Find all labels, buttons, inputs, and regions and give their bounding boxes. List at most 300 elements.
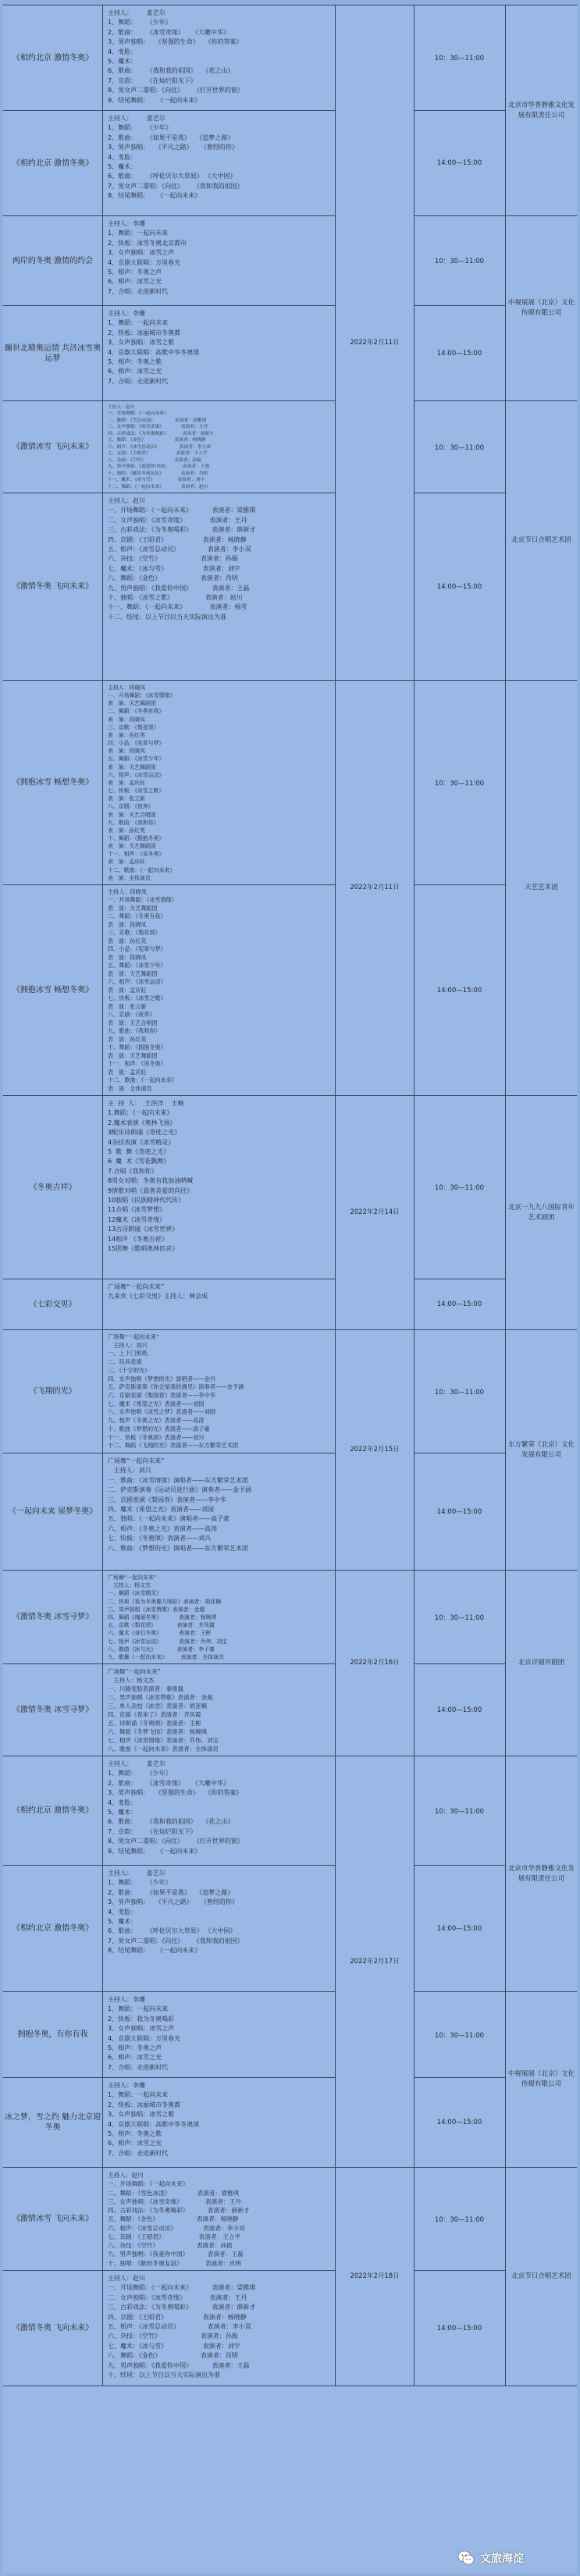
program-line: 2、歌曲： 《冰雪奇缘》 《大雕中华》 [108,28,230,36]
program-line: 七、魔术：《冰与雪》 表演者：刘宇 [108,2342,240,2350]
program-title-cell [3,1330,103,1453]
program-line: 15团舞《歌唱奥林匹克》 [108,1245,179,1253]
program-line: 十、独唱：《献给冬奥友谊》 表演者：肖明 [108,2259,241,2267]
program-list-cell [103,1330,336,1453]
program-line: 六、京剧表演《梨园春》表演者——李中华 [108,1392,216,1400]
program-line: 8、结尾舞蹈： 《一起向未来》 [108,1947,201,1955]
column-divider [414,5,415,2386]
program-list-cell [103,2168,336,2270]
program-line: 四、舞蹈《瑰丽冬奥》 表演者：杨婉琪 [108,1614,217,1621]
program-line: 4、变脸： [108,1908,137,1916]
program-line: 4、京剧大联唱：万里春光 [108,258,181,266]
program-line: 主持人：刘兴 [108,1341,148,1349]
program-line: 九来欢《七彩交男》主持人：林会成 [108,1293,208,1300]
time-cell [414,1992,506,2077]
program-line: 三、男声独唱《冰雪赞歌》表演者：金超 [108,1606,205,1613]
program-line: 六、杂技：《空竹》 表演者：孙振 [108,555,238,563]
program-line: 3、女声独唱：冰雪之声 [108,249,175,257]
program-list-cell [103,681,336,884]
program-title-cell [3,1571,103,1663]
organizer-cell: 北京市华普静雅文化发展有限责任公司 [506,1756,577,1992]
program-line: 2、歌曲： 《冰雪奇缘》 《大雕中华》 [108,1779,230,1787]
program-line: 6、相声：冰雪之光 [108,368,162,375]
program-line: 三、《十字的光》 [108,1366,151,1374]
program-line: 3、女声独唱：冰雪之歌 [108,339,175,347]
program-line: 八、舞蹈：《金色》 表演者：肖明 [108,575,238,582]
program-line: 7、合唱：走进新时代 [108,377,169,385]
program-line: 三、古彩戏法：《为冬奥喝彩》 表演者：薛新才 [108,2304,256,2311]
program-line: 2、快板：冰丽城市冬奥都 [108,329,181,336]
program-line: 十、歌曲《梦想的光》表演者——高子豪 [108,1425,210,1432]
table-row [3,1664,577,1756]
organizer-cell: 中视展展（北京）文化传媒有限公司 [506,216,577,401]
program-line: 十、舞蹈：《拥抱冬奥》 [108,1044,166,1051]
program-line: 二、男声独唱《冰雪赞歌》表演者：金超 [108,1694,213,1701]
time-cell [414,401,506,493]
time-text: 10：30—11:00 [434,1807,485,1816]
program-line: 九、歌曲：《我和你》 [108,1027,161,1035]
program-line: 六、相声：《冰雪总动员》 表演者：李小双 [108,2224,245,2232]
program-line: 一、开场舞蹈：《一起向未来》 表演者：梁雅琪 [108,2284,256,2292]
program-line: 广场舞“一起向未来” [108,1333,159,1340]
program-line: 2.魔术表演《奥林飞扬》 [108,1119,176,1126]
program-line: 7、合唱：走进新时代 [108,287,169,295]
program-line: 五、舞蹈：《金色》 表演者：杨晓静 [108,2215,239,2223]
program-line: 十二、舞蹈《飞翔的光》表演者——东方繁荣艺术团 [108,1442,239,1450]
program-line: 表 演：孟庆旺 [108,779,145,786]
program-line: 1、舞蹈： 《少年》 [108,124,172,132]
program-title: 《激情冰雪 飞向未来》 [12,2215,94,2223]
program-title-cell [3,1279,103,1329]
program-line: 表 演：天艺舞蹈团 [108,1051,158,1059]
program-line: 十二、歌曲：《一起向未来》 [108,1076,177,1084]
program-line: 表 演：天艺合唱团 [108,1019,158,1026]
program-line: 十二、结尾：以上节目以当天实际演出为准 [108,613,226,621]
program-line: 4、京剧大联唱：高歌中华冬奥颂 [108,2120,200,2128]
table-row [3,2078,577,2168]
program-line: 三、京歌：《梨花颂》 [108,724,159,731]
time-cell [414,1453,506,1570]
program-line: 六、相声：《冰雪运动》 [108,978,166,986]
program-title: 《拥抱冰雪 畅想冬奥》 [12,778,94,787]
program-line: 表 演：天艺舞蹈团 [108,904,158,912]
program-line: 1、舞蹈： 《少年》 [108,19,172,27]
program-line: 1、舞蹈：一起向未来 [108,2091,169,2099]
program-line: 表 演：段晓凤 [108,748,145,755]
program-line: 九、男声独唱：《我爱你中国》 表演者：王磊 [108,464,210,470]
organizer-cell: 北京一九九八国际青年艺术剧团 [506,1096,577,1330]
program-line: 九、男声独唱：《我爱你中国》 表演者：王磊 [108,2361,250,2369]
program-line: 主持人：赵川 [108,2275,145,2282]
program-line: 4、京剧大联唱：高歌中华冬奥颂 [108,348,200,356]
program-line: 六、魔术《奇幻冬奥》 表演者：王彬 [108,1630,212,1637]
program-line: 7、男女声二重唱：《向往》 《我和我的祖国》 [108,182,244,190]
organizer-cell: 北京市华普静雅文化发展有限责任公司 [506,5,577,216]
date-cell: 2022年2月14日 [336,1096,414,1330]
program-line: 八、歌曲《一起向未来》表演者：全体演员 [108,1745,219,1752]
program-line: 七、相声《冰雪情缘》表演者：乔伟、刘宝 [108,1737,219,1744]
program-line: 主持人：杨文杰 [108,1582,151,1589]
program-line: 五、舞蹈：《冰雪少年》 [108,756,165,763]
program-line: 一、舞蹈《冰雪精灵》 [108,1590,162,1597]
program-line: 6、歌曲： 《我和我的祖国》 《花之山》 [108,67,234,75]
program-line: 三、女声独唱：《冰雪奇缘》 表演者：王丹 [108,425,208,430]
program-line: 广场舞“一起向未来” [108,1283,165,1290]
program-line: 6 魔 术《雪花飘舞》 [108,1158,170,1165]
table-row [3,2168,577,2271]
wechat-icon [457,2549,475,2567]
table-row [3,1866,577,1992]
watermark [457,2546,574,2570]
program-line: 主持人：刘兴 [108,1467,151,1475]
program-line: 四、古彩戏法：《为冬奥喝彩》 表演者：薛新才 [108,2207,250,2215]
program-line: 五、诗朗诵《冬奥颂》表演者：王彬 [108,1720,201,1727]
time-cell [414,216,506,305]
program-list-cell [103,2078,336,2167]
time-cell [414,1096,506,1279]
program-line: 二、舞蹈：《雪色冰凌》 表演者：梁雅琪 [108,2189,240,2197]
program-line: 二、女声独唱：《冰雪奇缘》 表演者：王丹 [108,516,247,524]
program-title: 蹦世北精奥运情 共济冰雪奥运梦 [4,343,101,363]
program-line: 3、男声独唱： 《坚强的生命》 《你的答案》 [108,38,243,46]
program-line: 5、相声：冬奥之声 [108,2044,162,2052]
program-title: 冰之梦，雪之约 魅力北京迎冬奥 [4,2113,101,2132]
program-line: 八、女声独唱《冰雪之梦》表演者——刘园 [108,1408,216,1416]
program-line: 二、女声独唱：《冰雪奇缘》 表演者：王丹 [108,2293,247,2301]
program-line: 表 演：张立新 [108,795,145,802]
program-line: 一、开场舞蹈：《一起向未来》 表演者：梁雅琪 [108,507,256,514]
date-cell: 2022年2月18日 [336,2168,414,2386]
program-line: 主持人：李珊 [108,220,145,227]
program-line: 七、京剧：《王昭君》 表演者：王立平 [108,2233,241,2240]
time-cell [414,2078,506,2167]
program-line: 六、相声：《冰雪运动》 [108,771,165,778]
time-text: 14:00—15:00 [436,2324,482,2332]
program-line: 九、相声《冬奥之光》表演者——高涛 [108,1417,205,1425]
program-line: 八、京剧：《夜奔》 [108,803,154,810]
program-line: 五、京歌《梨花颂》 表演者：齐凤霞 [108,1622,215,1629]
table-row [3,1571,577,1664]
program-title-cell [3,885,103,1095]
time-text: 14:00—15:00 [436,1706,482,1714]
time-cell [414,1866,506,1991]
program-line: 2、快板：冰丽城市冬奥都 [108,2101,181,2108]
program-title-cell [3,2168,103,2270]
table-row [3,401,577,493]
program-line: 表 演：孟庆旺 [108,859,145,866]
time-cell [414,1664,506,1756]
program-line: 四、京剧：《王昭君》 表演者：杨晓静 [108,535,247,543]
program-line: 五、舞蹈：《冰雪少年》 [108,962,166,970]
program-line: 5、相声：冬奥之声 [108,269,162,276]
time-cell [414,1279,506,1329]
program-line: 9、结尾舞蹈： 《一起向未来》 [108,1847,201,1855]
program-line: 表 演：天艺舞蹈团 [108,970,158,977]
time-cell [414,885,506,1095]
program-line: 九、歌曲：《我和你》 [108,819,159,826]
program-line: 七、京剧：《王昭君》 表演者：王立平 [108,451,208,457]
program-line: 二、舞蹈：《雪色冰凌》 表演者：梁雅琪 [108,418,207,423]
program-title-cell [3,111,103,215]
program-line: 十二、舞蹈：《一起向未来》 表演者：赵川 [108,484,208,489]
program-title: 《激情冬奥 飞向未来》 [12,582,94,591]
program-line: 六、相声：《冰雪总动员》 表演者：李小双 [108,444,211,450]
program-line: 表 演：孙红英 [108,937,147,945]
program-line: 八、京剧：《夜奔》 [108,1011,155,1019]
program-line: 十一、舞蹈：《一起向未来》 表演者：杨雪 [108,603,247,611]
program-line: 一、开场舞蹈：《冰雪情缘》 [108,896,177,904]
program-line: 7、男女声二重唱：《向往》 《我和我的祖国》 [108,1937,244,1944]
program-line: 四、女声独唱《梦想的光》演唱者——金丹 [108,1375,216,1382]
program-line: 七、相声《冰雪运动》 表演者：乔伟、刘宝 [108,1638,228,1645]
program-line: 6、相声：冰雪之光 [108,2140,162,2147]
time-cell [414,1756,506,1865]
program-list-cell [103,1096,336,1279]
program-list-cell [103,2271,336,2386]
program-line: 八、歌曲：《梦想的光》演唱者——东方繁荣艺术团 [108,1544,248,1552]
program-line: 主持人： 姜艺尔 [108,115,165,122]
date-cell: 2022年2月15日 [336,1330,414,1571]
program-line: 表 演：段晓凤 [108,953,147,961]
program-line: 五、舞蹈：《金色》 表演者：杨晓静 [108,438,206,443]
program-title-cell [3,5,103,110]
time-text: 10：30—11:00 [434,1184,485,1192]
program-line: 13古诗朗诵《冰雪世界》 [108,1226,179,1233]
program-line: 主持人：李珊 [108,1996,145,2003]
program-line: 五、独唱：《一起向未来》演唱者——高子豪 [108,1515,230,1523]
table-row [3,1279,577,1330]
time-text: 10：30—11:00 [434,779,485,788]
time-text: 10：30—11:00 [434,1614,485,1622]
program-line: 八、歌曲《冰与火》 表演者：李子豪 [108,1646,215,1653]
program-line: 七、快板：《冬奥颂》表演者——刘兴 [108,1535,211,1542]
program-line: 表 演：全体演员 [108,874,151,881]
program-title: 拥抱冬奥，有你有我 [17,2030,88,2039]
program-title: 《拥抱冰雪 畅想冬奥》 [12,986,94,994]
program-line: 十一、快板《冬奥颂》表演者——刘兴 [108,1433,205,1441]
time-text: 10：30—11:00 [434,2215,485,2224]
time-text: 10：30—11:00 [434,258,485,265]
program-line: 三、女声独唱：《冰雪奇缘》 表演者：王丹 [108,2197,241,2205]
program-line: 5、魔术： [108,58,137,66]
program-title: 《相约北京 激情冬奥》 [12,1806,94,1815]
program-line: 1、舞蹈： 《少年》 [108,1770,172,1777]
program-list-cell [103,401,336,493]
program-line: 十一、相声：《说冬奥》 [108,851,165,858]
program-line: 七、魔术《希望之光》表演者——刘园 [108,1400,205,1407]
program-line: 七、魔术：《冰与雪》 表演者：刘宇 [108,564,240,572]
program-line: 7、京韵： 《在灿烂阳光下》 [108,1827,197,1835]
time-cell [414,493,506,680]
program-line: 2、快板：我为冬奥喝彩 [108,2015,175,2023]
table-row [3,681,577,885]
table-row [3,885,577,1096]
time-cell [414,1571,506,1663]
program-line: 主持人：杨文杰 [108,1677,155,1684]
program-line: 4、变脸： [108,1799,137,1806]
time-text: 14:00—15:00 [436,349,482,358]
program-line: 2、歌曲： 《如果不是我》 《追梦之路》 [108,133,234,141]
program-line: 11合唱《冰雪梦想》 [108,1206,166,1214]
program-title-cell [3,2078,103,2167]
program-line: 14相声 《冬奥吉祥》 [108,1235,168,1243]
program-line: 5、相声：冬奥之歌 [108,2130,162,2138]
time-text: 14:00—15:00 [436,1924,482,1933]
program-list-cell [103,111,336,215]
time-text: 14:00—15:00 [436,1300,482,1308]
program-line: 1、舞蹈： 《少年》 [108,1879,172,1887]
program-line: 九、男声独唱：《我爱你中国》 表演者：王磊 [108,584,250,592]
organizer-cell: 北京评剧评剧团 [506,1571,577,1756]
date-cell: 2022年2月16日 [336,1571,414,1756]
program-line: 8、男女声二重唱：《向往》 《打开世界的窗》 [108,87,244,94]
time-text: 14:00—15:00 [436,582,482,591]
table-row [3,216,577,306]
program-title-cell [3,306,103,400]
program-line: 主 持 人： 王洪洋 王畅 [108,1100,184,1107]
program-line: 一、上下门剪纸 [108,1350,148,1357]
program-line: 3、男声独唱： 《平凡之路》 《曾经的你》 [108,1898,238,1906]
organizer-cell: 东方繁荣（北京）文化发展有限公司 [506,1330,577,1571]
program-title-cell [3,1756,103,1865]
program-line: 1、舞蹈：一起向未来 [108,2005,169,2013]
program-line: 二、舞蹈：《冬奥有我》 [108,708,165,715]
time-text: 10：30—11:00 [434,55,485,62]
program-line: 八、舞蹈：《金色》 表演者：肖明 [108,2352,238,2360]
time-cell [414,306,506,400]
program-line: 六、舞蹈《冬梦飞扬》表演者：杨婉琪 [108,1728,207,1735]
program-line: 十、独唱：《冰雪之歌》 表演者：赵川 [108,594,243,602]
program-list-cell [103,1992,336,2077]
program-title-cell [3,2271,103,2386]
program-title: 《激情冬奥 冰雪寻梦》 [12,1706,94,1714]
program-line: 7、京韵： 《在灿烂阳光下》 [108,76,197,84]
program-line: 表 演：孟庆旺 [108,986,147,994]
program-line: 6、歌曲： 《我和我的祖国》 《花之山》 [108,1818,234,1826]
program-line: 八、杂技：《空竹》 表演者：孙振 [108,457,201,463]
program-line: 主持人： 姜艺尔 [108,9,165,16]
table-row [3,1096,577,1279]
date-cell: 2022年2月11日 [336,681,414,1096]
program-line: 表 演：孙红英 [108,1035,147,1043]
program-line: 1、舞蹈：一起向未来 [108,229,169,237]
program-line: 表 演：孙红英 [108,827,145,834]
program-line: 7、合唱：走进新时代 [108,2063,169,2071]
table-row [3,111,577,216]
table-row [3,1756,577,1866]
program-line: 三、单人杂技《冰雪》表演者：胡亚楠 [108,1703,207,1710]
program-line: 主持人：李珊 [108,2082,145,2089]
program-line: 十一、魔术：《冰与雪》 表演者：刘宇 [108,478,205,483]
time-text: 14:00—15:00 [436,159,482,167]
program-list-cell [103,1866,336,1991]
table-row [3,2271,577,2386]
program-list-cell [103,1279,336,1329]
program-line: 1、舞蹈：一起向未来 [108,319,169,327]
program-title: 《相约北京 激情冬奥》 [12,1924,94,1933]
table-row [3,5,577,111]
program-title: 《七彩交男》 [29,1300,77,1309]
program-line: 广场舞“一起向未来” [108,1457,165,1464]
program-title: 《激情冬奥 飞向未来》 [12,2324,94,2332]
program-list-cell [103,306,336,400]
program-line: 四、古彩戏法：《为冬奥喝彩》 表演者：薛新才 [108,431,215,436]
program-line: 三、京剧表演《梨园春》表演者——李中华 [108,1496,226,1503]
time-cell [414,1330,506,1453]
time-text: 10：30—11:00 [434,2031,485,2040]
time-cell [414,5,506,110]
date-cell: 2022年2月17日 [336,1756,414,2168]
organizer-cell: 天艺艺术团 [506,681,577,1096]
program-line: 6、歌曲： 《呼伦贝尔大草原》 《大中国》 [108,173,237,180]
program-line: 表 演：孙红英 [108,731,145,738]
program-line: 表 演：天艺舞蹈团 [108,700,156,707]
program-line: 十二、歌曲：《一起向未来》 [108,866,176,873]
time-cell [414,681,506,884]
program-title: 《一起向未来 展梦冬奥》 [8,1507,98,1516]
program-title: 《冬奥吉祥》 [29,1183,77,1192]
program-line: 一、开场舞蹈：《一起向未来》 [108,411,169,417]
program-line: 5、相声：冬奥之歌 [108,358,162,366]
program-line: 8男女对唱：冬奥有我加油呐喊 [108,1177,194,1185]
time-text: 14:00—15:00 [436,2119,482,2126]
program-line: 四、小品：《宪章与梦》 [108,945,166,953]
program-line: 6、歌曲： 《呼伦贝尔大草原》 《大中国》 [108,1927,237,1935]
program-line: 一、川剧变脸表演者：秦俊磊 [108,1685,184,1692]
program-title: 《飞翔的光》 [29,1387,77,1396]
time-cell [414,2168,506,2270]
program-line: 四、京剧：《王昭君》 表演者：杨晓静 [108,2313,247,2321]
program-line: 3、女声独唱：冰雪之声 [108,2025,175,2033]
program-line: 二、萨克斯演奏《运动员进行曲》演奏者——金予涵 [108,1486,251,1494]
program-line: 5、魔术： [108,1809,137,1816]
program-line: 表 演：天艺合唱团 [108,811,156,818]
program-line: 8、男女声二重唱：《向往》 《打开世界的窗》 [108,1838,244,1845]
table-row [3,1453,577,1571]
program-line: 十、舞蹈：《拥抱冬奥》 [108,834,165,841]
program-line: 主持人：李珊 [108,310,145,317]
program-line: 4、变脸： [108,48,137,55]
program-title-cell [3,1664,103,1756]
program-title-cell [3,1096,103,1279]
date-cell: 2022年2月11日 [336,5,414,681]
program-title-cell [3,1992,103,2077]
program-list-cell [103,885,336,1095]
program-line: 4、变脸： [108,153,137,161]
program-line: 主持人：赵川 [108,2172,144,2179]
program-line: 表 演：孟庆旺 [108,1068,147,1076]
program-line: 六、相声：《冬奥之光》表演者——高涛 [108,1525,217,1532]
program-line: 3、男声独唱： 《平凡之路》 《曾经的你》 [108,144,238,151]
table-row [3,493,577,681]
program-list-cell [103,216,336,305]
program-title-cell [3,681,103,884]
time-text: 10：30—11:00 [434,443,485,452]
program-title-cell [3,1453,103,1570]
program-line: 二、舞蹈：《冬奥有我》 [108,913,166,920]
program-list-cell [103,493,336,680]
program-line: 九、歌舞《一起向未来》 表演者：全体演员 [108,1653,224,1660]
program-list-cell [103,1756,336,1865]
program-line: 四、京剧《春来了》表演者：齐凤霞 [108,1711,201,1718]
time-cell [414,2271,506,2386]
program-line: 四、魔术《希望之光》表演者——刘园 [108,1506,214,1514]
table-row [3,1330,577,1453]
program-line: 主持人：赵川 [108,405,135,410]
program-line: 4、京剧大联唱：万里春光 [108,2034,181,2042]
program-line: 表 演：张立新 [108,1002,147,1010]
program-line: 一、歌曲：《冰雪情缘》演唱者——东方繁荣艺术团 [108,1476,248,1484]
